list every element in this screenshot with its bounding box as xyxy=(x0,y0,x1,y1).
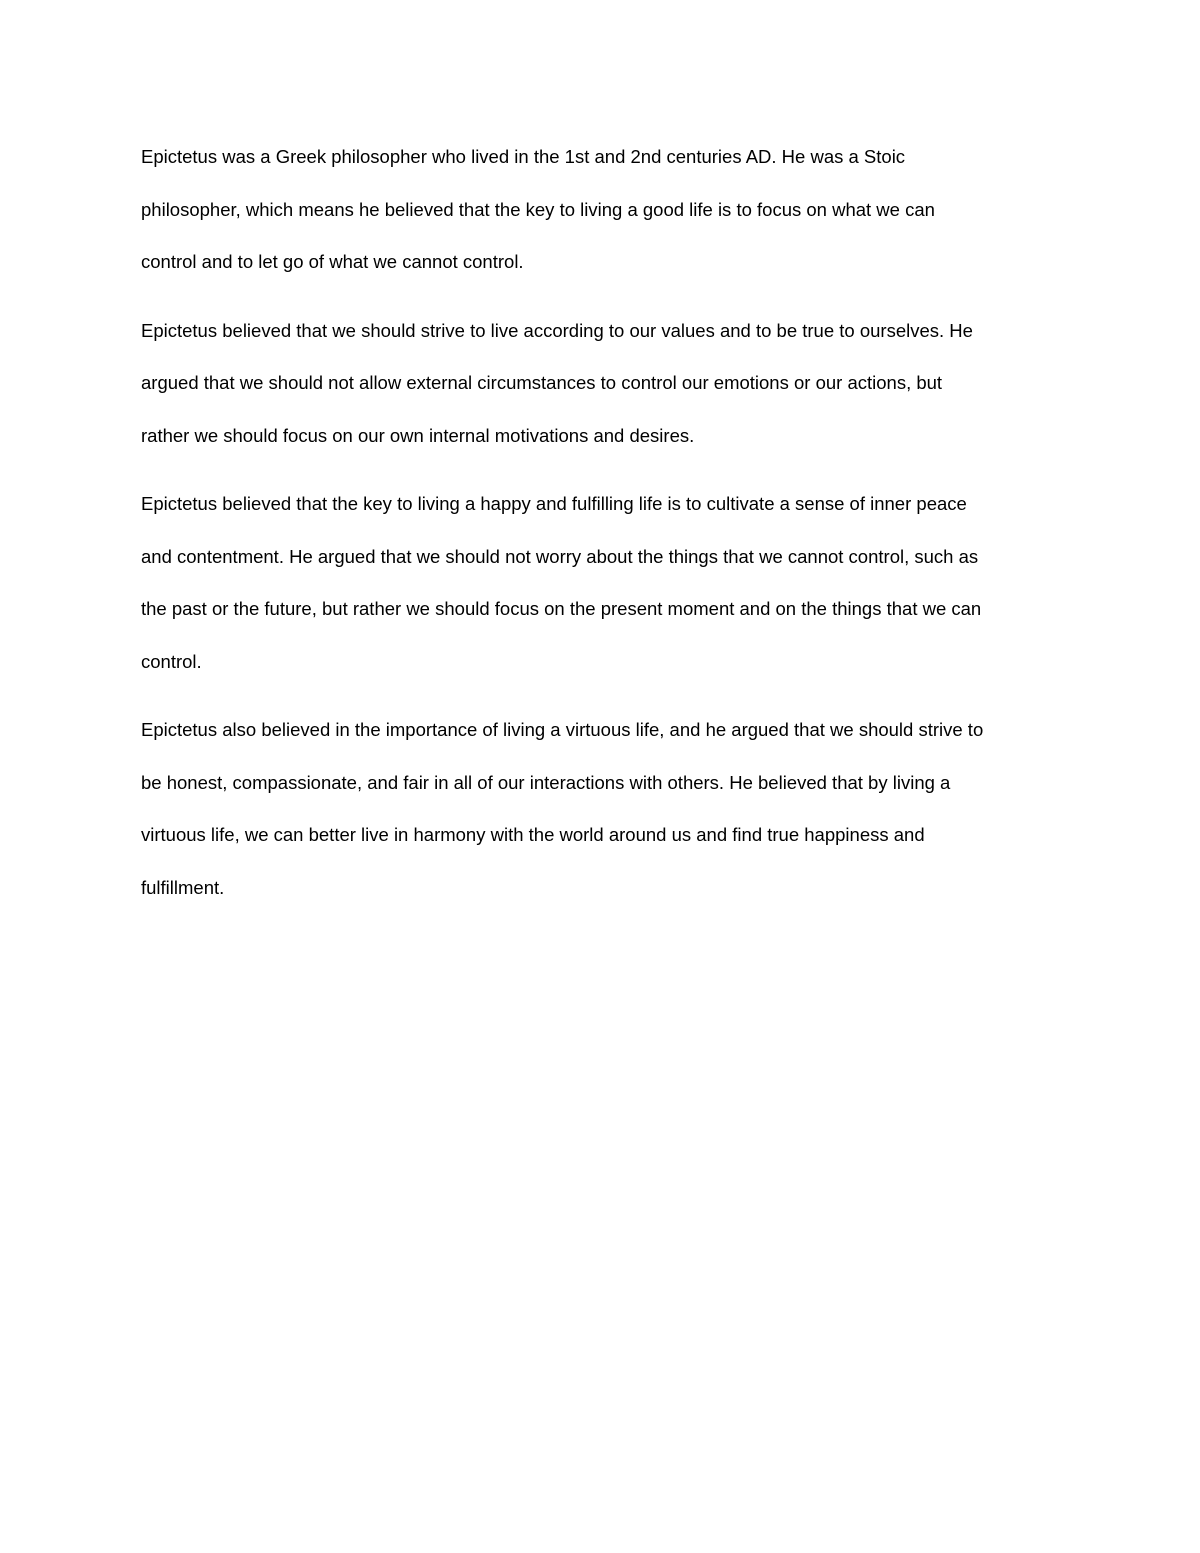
text-line: Epictetus believed that we should strive to live according to our values and to be true to ourselves. He xyxy=(141,319,973,341)
text-line: control and to let go of what we cannot control. xyxy=(141,251,524,272)
text-line: be honest, compassionate, and fair in all of our interactions with others. He believed that by living a xyxy=(141,771,951,793)
paragraph-1 xyxy=(141,131,1061,289)
paragraph-2 xyxy=(141,305,1061,463)
paragraph-3 xyxy=(141,478,1061,688)
text-line: control. xyxy=(141,650,202,672)
text-line: Epictetus was a Greek philosopher who lived in the 1st and 2nd centuries AD. He was a Stoic xyxy=(141,146,906,167)
text-line: fulfillment. xyxy=(141,876,225,898)
text-line: the past or the future, but rather we should focus on the present moment and on the things that we can xyxy=(141,598,982,619)
text-line: argued that we should not allow external circumstances to control our emotions or our actions, but xyxy=(141,372,943,393)
text-line: rather we should focus on our own internal motivations and desires. xyxy=(141,424,695,446)
text-line: Epictetus believed that the key to living a happy and fulfilling life is to cultivate a sense of inner peace xyxy=(141,493,967,514)
text-line: virtuous life, we can better live in harmony with the world around us and find true happiness and xyxy=(141,824,925,845)
document-body xyxy=(141,131,1061,930)
text-line: philosopher, which means he believed that the key to living a good life is to focus on what we can xyxy=(141,198,935,220)
text-line: Epictetus also believed in the importance of living a virtuous life, and he argued that we should strive to xyxy=(141,719,984,740)
text-line: and contentment. He argued that we should not worry about the things that we cannot control, such as xyxy=(141,545,979,567)
paragraph-4 xyxy=(141,704,1061,914)
